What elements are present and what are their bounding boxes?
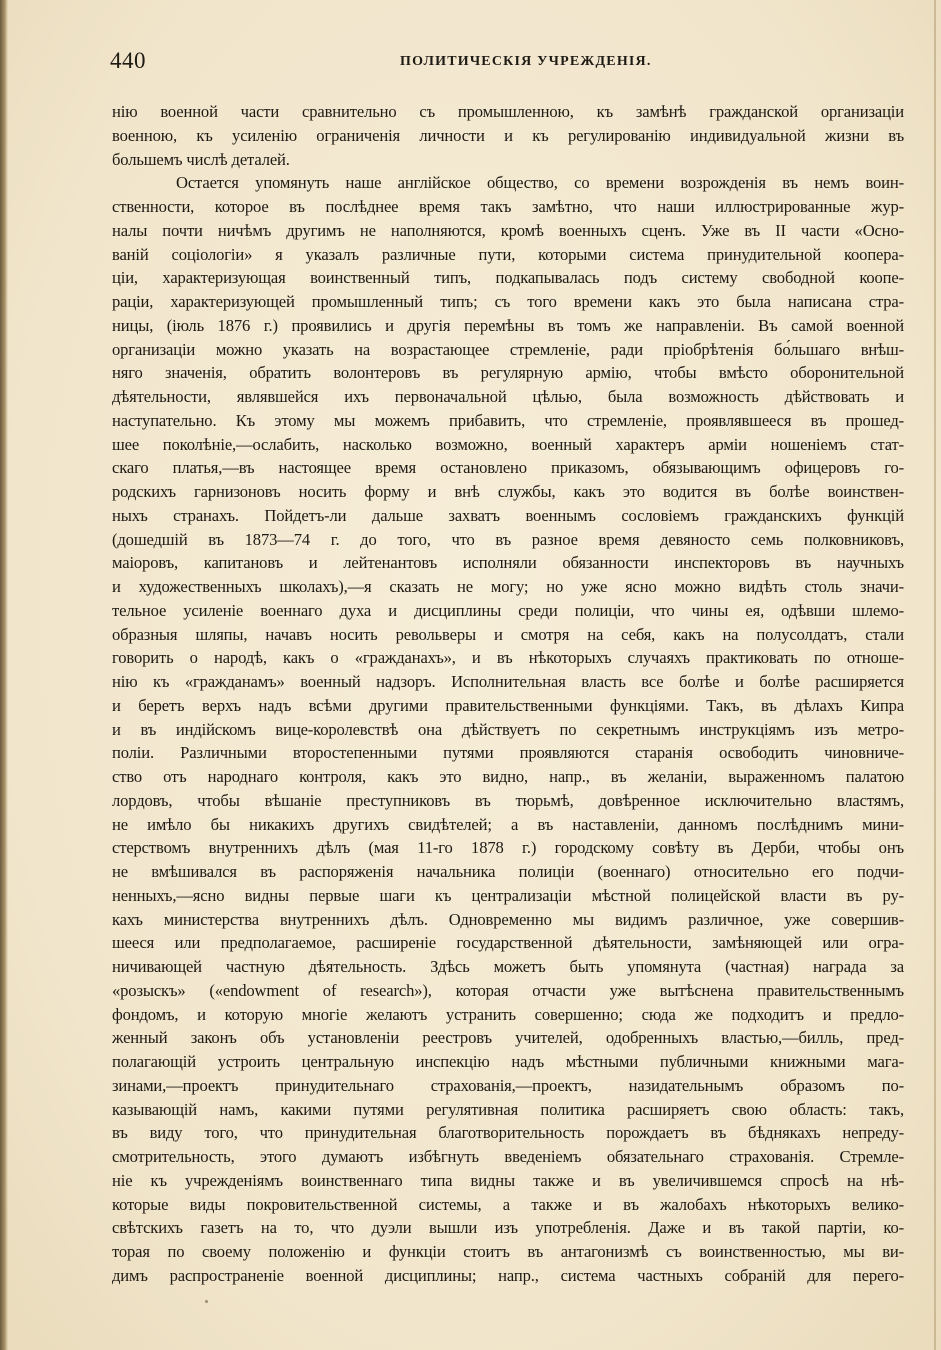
text-line: ничивающей частную дѣятельность. Здѣсь можетъ быть упомянута (частная) награда за: [112, 957, 904, 976]
text-line: женный законъ объ установленіи реестровъ учителей, одобренныхъ властью,—билль, пред-: [112, 1028, 904, 1048]
text-line: торая по своему положенію и функціи стоитъ въ антагонизмѣ съ воинственностью, мы ви-: [112, 1242, 904, 1261]
text-line: ницы, (іюль 1876 г.) проявились и другія перемѣны въ томъ же направленіи. Въ самой военной: [112, 315, 904, 335]
text-line: ніе къ учрежденіямъ воинственнаго типа видны также и въ увеличившемся спросѣ на нѣ-: [112, 1170, 904, 1190]
page-header: [110, 48, 904, 78]
text-line: и художественныхъ школахъ),—я сказать не могу; но уже ясно можно видѣть столь значи-: [112, 577, 904, 596]
text-line: которые виды покровительственной системы, а также и въ жалобахъ нѣкоторыхъ велико-: [112, 1194, 904, 1214]
page-number: 440: [110, 48, 146, 73]
text-line: организаціи можно указать на возрастающее стремленіе, ради пріобрѣтенія бо́льшаго внѣш-: [112, 339, 904, 359]
text-line: шее поколѣніе,—ослабить, насколько возможно, военный характеръ арміи ношеніемъ стат-: [112, 434, 904, 454]
text-line: и въ индійскомъ вице-королевствѣ она дѣйствуетъ по секретнымъ инструкціямъ изъ метро-: [112, 719, 904, 739]
text-line: ство отъ народнаго контроля, какъ это видно, напр., въ желаніи, выраженномъ палатою: [112, 767, 904, 786]
text-line: скаго платья,—въ настоящее время остановлено приказомъ, обязывающимъ офицеровъ го-: [112, 458, 904, 478]
text-line: няго значенія, обратить волонтеровъ въ регулярную армію, чтобы вмѣсто оборонительной: [112, 363, 904, 383]
text-line: поліи. Различными второстепенными путями проявляются старанія освободить чиновниче-: [112, 743, 904, 763]
text-line: казывающій намъ, какими путями регулятивная политика расширяетъ свою область: такъ,: [112, 1099, 904, 1119]
text-line: лордовъ, чтобы вѣшаніе преступниковъ въ тюрьмѣ, довѣренное исключительно властямъ,: [112, 790, 904, 810]
text-line: тельное усиленіе военнаго духа и дисциплины среди полиціи, что чины ея, одѣвши шлемо-: [112, 600, 904, 620]
text-line: большемъ числѣ деталей.: [112, 149, 290, 169]
text-line: образныя шляпы, начавъ носить револьверы и смотря на себя, какъ на полусолдатъ, стали: [112, 624, 904, 644]
paper-speck: [205, 1300, 208, 1303]
page-binding-edge: [0, 0, 8, 1350]
text-line: ціи, характеризующая воинственный типъ, подкапывалась подъ систему свободной коопе-: [112, 268, 904, 288]
text-line: (дошедшій въ 1873—74 г. до того, что въ разное время девяносто семь полковниковъ,: [112, 529, 904, 549]
text-line: полагающій устроить центральную инспекцію надъ мѣстными публичными книжными мага-: [112, 1052, 904, 1071]
text-line: фондомъ, и которую многіе желаютъ устранить совершенно; сюда же подходитъ и предло-: [112, 1004, 904, 1024]
text-line: ненныхъ,—ясно видны первые шаги къ централизаціи мѣстной полицейской власти въ ру-: [112, 885, 904, 905]
text-line: нію къ «гражданамъ» военный надзоръ. Исполнительная власть все болѣе и болѣе расширяется: [112, 672, 904, 691]
text-line: смотрительность, этого думаютъ избѣгнуть введеніемъ обязательнаго страхованія. Стремле-: [112, 1147, 904, 1166]
text-line: не вмѣшивался въ распоряженія начальника полиціи (военнаго) относительно его подчи-: [112, 862, 904, 881]
text-line: говорить о народѣ, какъ о «гражданахъ», и въ нѣкоторыхъ случаяхъ практиковать по отноше-: [112, 648, 904, 668]
text-line: «розыскъ» («endowment of research»), которая отчасти уже вытѣснена правительственнымъ: [112, 980, 904, 1000]
page-edge-rule: [934, 0, 936, 1350]
text-line: въ виду того, что принудительная благотворительность порождаетъ въ бѣднякахъ непреду-: [112, 1123, 904, 1143]
text-line: свѣтскихъ газетъ на то, что дуэли вышли изъ употребленія. Даже и въ такой партіи, ко-: [112, 1218, 904, 1238]
text-line: и беретъ верхъ надъ всѣми другими правительственными функціями. Такъ, въ дѣлахъ Кипра: [112, 695, 904, 715]
text-line: налы почти ничѣмъ другимъ не наполняются, кромѣ военныхъ сценъ. Уже въ II части «Осно-: [112, 220, 904, 240]
text-line: дѣятельности, являвшейся ихъ первоначальной цѣлью, была возможность дѣйствовать и: [112, 387, 904, 406]
text-line: маіоровъ, капитановъ и лейтенантовъ исполняли обязанности инспекторовъ въ научныхъ: [112, 553, 904, 573]
text-line: ваній соціологіи» я указалъ различные пути, которыми система принудительной коопера-: [112, 244, 904, 264]
text-line: димъ распространеніе военной дисциплины; напр., система частныхъ собраній для перего-: [112, 1265, 904, 1285]
text-line: Остается упомянуть наше англійское общество, со времени возрожденія въ немъ воин-: [176, 173, 904, 193]
text-line: зинами,—проектъ принудительнаго страхованія,—проектъ, назидательнымъ образомъ по-: [112, 1075, 904, 1095]
text-line: не имѣло бы никакихъ другихъ свидѣтелей; а въ наставленіи, данномъ послѣднимъ мини-: [112, 814, 904, 834]
text-line: ственности, которое въ послѣднее время такъ замѣтно, что наши иллюстрированные жур-: [112, 197, 904, 216]
text-line: родскихъ гарнизоновъ носить форму и внѣ службы, какъ это водится въ болѣе воинствен-: [112, 482, 904, 501]
text-line: стерствомъ внутреннихъ дѣлъ (мая 11-го 1878 г.) городскому совѣту въ Дерби, чтобы онъ: [112, 838, 904, 858]
text-line: шееся или предполагаемое, расширеніе государственной дѣятельности, замѣняющей или огра-: [112, 933, 904, 953]
text-line: раціи, характеризующей промышленный типъ; съ того времени какъ это была написана стра-: [112, 292, 904, 311]
text-line: наступательно. Къ этому мы можемъ прибавить, что стремленіе, проявлявшееся въ прошед-: [112, 410, 904, 430]
running-title: ПОЛИТИЧЕСКІЯ УЧРЕЖДЕНІЯ.: [400, 54, 652, 69]
text-line: нію военной части сравнительно съ промышленною, къ замѣнѣ гражданской организаціи: [112, 102, 904, 121]
text-line: кахъ министерства внутреннихъ дѣлъ. Одновременно мы видимъ различное, уже совершив-: [112, 909, 904, 929]
body-text: [112, 100, 904, 1288]
text-line: военною, къ усиленію ограниченія личности и къ регулированію индивидуальной жизни въ: [112, 125, 904, 145]
text-line: ныхъ странахъ. Пойдетъ-ли дальше захватъ военнымъ сословіемъ гражданскихъ функцій: [112, 505, 904, 525]
